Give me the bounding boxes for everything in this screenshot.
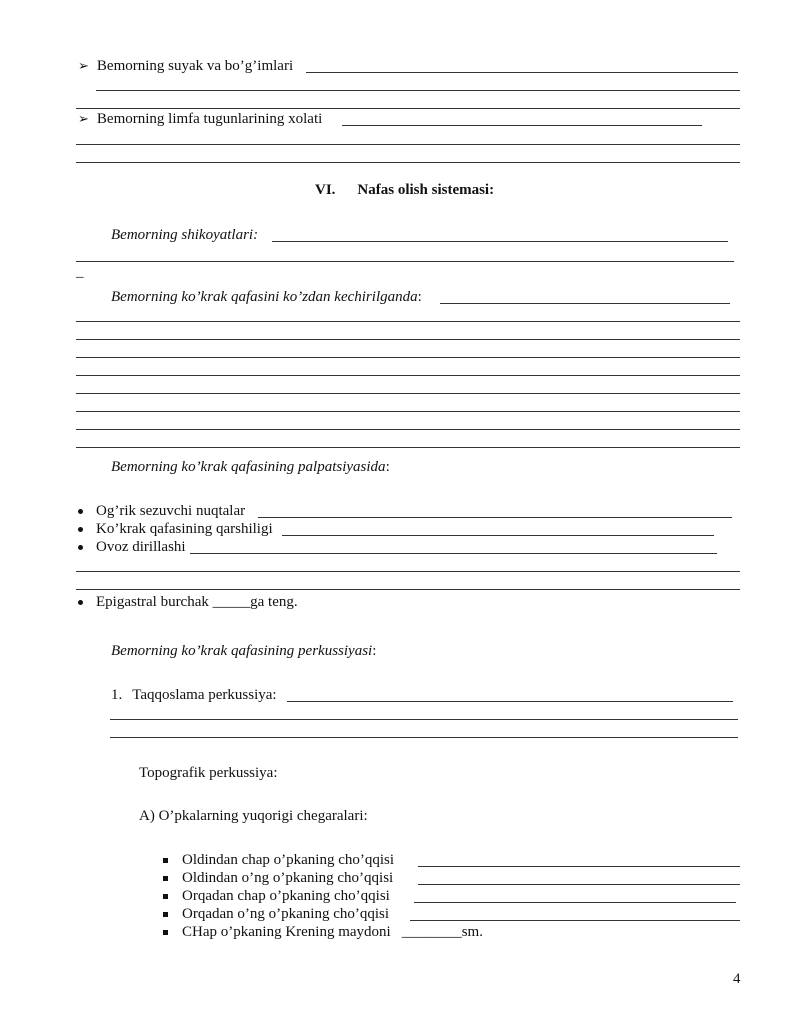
epigastral-blank[interactable]: _____ — [212, 594, 251, 610]
answer-line[interactable] — [287, 701, 733, 702]
answer-line[interactable] — [76, 108, 740, 109]
back-left-apex-label: Orqadan chap o’pkaning cho’qqisi — [182, 888, 390, 904]
answer-line[interactable] — [76, 411, 740, 412]
answer-line[interactable] — [410, 920, 740, 921]
answer-line[interactable] — [342, 125, 702, 126]
chest-resistance-label: Ko’krak qafasining qarshiligi — [96, 521, 273, 537]
colon: : — [417, 289, 422, 305]
kroenig-unit: sm. — [461, 924, 483, 940]
answer-line[interactable] — [258, 517, 732, 518]
comparative-percussion — [111, 687, 277, 704]
inspection-label: Bemorning ko’krak qafasini ko’zdan kechirilganda — [111, 289, 418, 305]
bullet-dot-icon — [78, 545, 83, 550]
inspection-label-row — [111, 289, 422, 306]
comparative-percussion-label: Taqqoslama perkussiya: — [132, 687, 277, 703]
answer-line[interactable] — [76, 393, 740, 394]
front-left-apex-label: Oldindan chap o’pkaning cho’qqisi — [182, 852, 395, 868]
front-right-apex-label: Oldindan o’ng o’pkaning cho’qqisi — [182, 870, 394, 886]
square-bullet-icon — [163, 876, 168, 881]
kroenig-field-label: CHap o’pkaning Krening maydoni — [182, 924, 391, 940]
colon: : — [372, 643, 377, 659]
colon: : — [385, 459, 390, 475]
list-item — [163, 888, 390, 905]
epigastral-suffix: ga teng. — [250, 594, 298, 610]
bullet-dot-icon — [78, 527, 83, 532]
list-item — [163, 906, 389, 923]
answer-line[interactable] — [306, 72, 738, 73]
stray-underscore: _ — [76, 264, 84, 280]
list-item — [163, 852, 394, 869]
square-bullet-icon — [163, 912, 168, 917]
answer-line[interactable] — [76, 162, 740, 163]
answer-line[interactable] — [414, 902, 736, 903]
answer-line[interactable] — [76, 429, 740, 430]
kroenig-blank[interactable]: ________ — [401, 924, 462, 940]
section-heading — [315, 182, 494, 199]
page-number: 4 — [733, 971, 741, 987]
answer-line[interactable] — [96, 90, 740, 91]
answer-line[interactable] — [418, 884, 740, 885]
epigastral-label: Epigastral burchak — [96, 594, 213, 610]
item-number: 1. — [111, 687, 123, 703]
answer-line[interactable] — [282, 535, 714, 536]
answer-line[interactable] — [76, 261, 734, 262]
answer-line[interactable] — [440, 303, 730, 304]
answer-line[interactable] — [76, 339, 740, 340]
answer-line[interactable] — [76, 375, 740, 376]
bones-joints-label: Bemorning suyak va bo’g’imlari — [96, 58, 294, 74]
palpation-label-row — [111, 459, 390, 476]
list-item — [78, 521, 273, 538]
answer-line[interactable] — [418, 866, 740, 867]
vocal-fremitus-label: Ovoz dirillashi — [96, 539, 186, 555]
answer-line[interactable] — [76, 571, 740, 572]
answer-line[interactable] — [110, 719, 738, 720]
answer-line[interactable] — [110, 737, 738, 738]
answer-line[interactable] — [76, 589, 740, 590]
topographic-label: Topografik perkussiya: — [139, 765, 278, 781]
answer-line[interactable] — [76, 321, 740, 322]
list-item — [78, 503, 245, 520]
list-item — [78, 539, 186, 556]
answer-line[interactable] — [76, 357, 740, 358]
square-bullet-icon — [163, 894, 168, 899]
bullet-lymph-nodes — [78, 111, 322, 128]
arrow-bullet-icon: ➢ — [78, 58, 89, 73]
list-item — [163, 924, 483, 941]
answer-line[interactable] — [76, 447, 740, 448]
answer-line[interactable] — [190, 553, 717, 554]
answer-line[interactable] — [272, 241, 728, 242]
bullet-dot-icon — [78, 600, 83, 605]
complaints-label: Bemorning shikoyatlari: — [111, 227, 259, 243]
palpation-label: Bemorning ko’krak qafasining palpatsiyasida — [111, 459, 386, 475]
percussion-label: Bemorning ko’krak qafasining perkussiyasi — [111, 643, 373, 659]
upper-borders-label: A) O’pkalarning yuqorigi chegaralari: — [139, 808, 368, 824]
lymph-nodes-label: Bemorning limfa tugunlarining xolati — [96, 111, 323, 127]
percussion-label-row — [111, 643, 376, 660]
square-bullet-icon — [163, 930, 168, 935]
back-right-apex-label: Orqadan o’ng o’pkaning cho’qqisi — [182, 906, 390, 922]
pain-points-label: Og’rik sezuvchi nuqtalar — [96, 503, 246, 519]
square-bullet-icon — [163, 858, 168, 863]
section-number: VI. — [315, 182, 336, 198]
list-item — [163, 870, 393, 887]
section-title: Nafas olish sistemasi: — [357, 182, 495, 198]
list-item-epigastral — [78, 594, 298, 611]
bullet-dot-icon — [78, 509, 83, 514]
bullet-bones-joints — [78, 58, 293, 75]
arrow-bullet-icon: ➢ — [78, 111, 89, 126]
answer-line[interactable] — [76, 144, 740, 145]
